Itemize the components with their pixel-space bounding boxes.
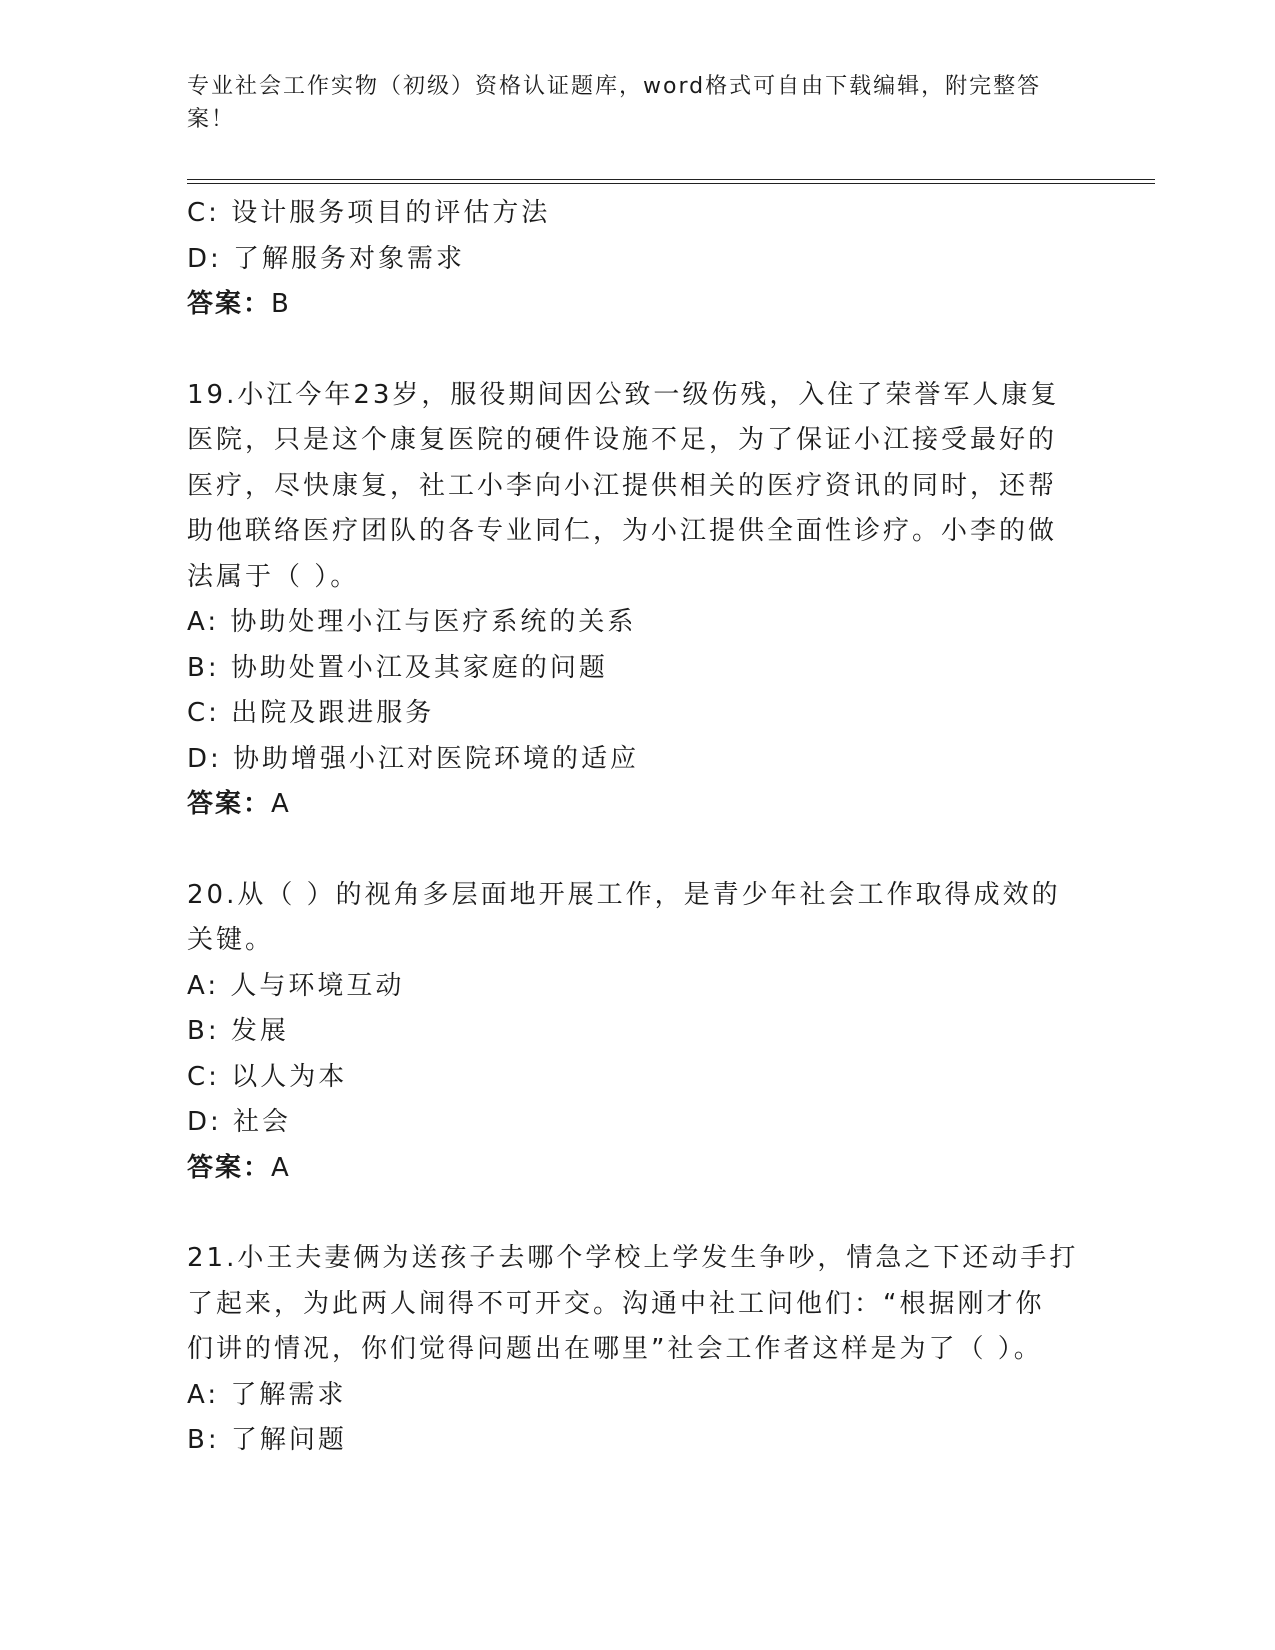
option-a — [187, 964, 1087, 1010]
answer-value: A — [271, 789, 291, 819]
option-d — [187, 1100, 1087, 1146]
document-header — [187, 70, 1067, 136]
option-b — [187, 1418, 1087, 1464]
option-c — [187, 1055, 1087, 1101]
question-text-line: 19.小江今年23岁，服役期间因公致一级伤残，入住了荣誉军人康复 — [187, 379, 1060, 410]
answer-line — [187, 782, 1087, 828]
spacer — [187, 1191, 1087, 1236]
option-letter: B: — [187, 1425, 220, 1455]
question-text-line: 法属于（ ）。 — [187, 561, 360, 592]
option-a — [187, 1373, 1087, 1419]
option-letter: D: — [187, 1107, 222, 1137]
option-letter: B: — [187, 1016, 220, 1046]
question-text-line: 们讲的情况，你们觉得问题出在哪里”社会工作者这样是为了（ ）。 — [187, 1334, 1043, 1364]
spacer — [187, 328, 1087, 373]
option-text: 发展 — [230, 1016, 289, 1046]
option-letter: A: — [187, 607, 220, 637]
option-b — [187, 646, 1087, 692]
option-text: 了解服务对象需求 — [233, 243, 466, 274]
question-text-line: 21.小王夫妻俩为送孩子去哪个学校上学发生争吵，情急之下还动手打 — [187, 1243, 1079, 1273]
option-c — [187, 691, 1087, 737]
answer-label: 答案： — [187, 1152, 272, 1183]
question-21 — [187, 1236, 1087, 1464]
answer-label: 答案： — [187, 789, 272, 819]
spacer — [187, 828, 1087, 873]
answer-value: A — [271, 1152, 291, 1183]
option-c — [187, 191, 1087, 237]
question-text-line: 医疗，尽快康复，社工小李向小江提供相关的医疗资讯的同时，还帮 — [187, 470, 1058, 501]
option-text: 人与环境互动 — [230, 970, 405, 1001]
question-text-line: 助他联络医疗团队的各专业同仁，为小江提供全面性诊疗。小李的做 — [187, 516, 1058, 546]
header-divider-bottom — [187, 183, 1155, 184]
question-20 — [187, 873, 1087, 1192]
option-text: 以人为本 — [231, 1061, 348, 1092]
option-letter: C: — [187, 1061, 220, 1092]
header-divider-top — [187, 179, 1155, 180]
option-d — [187, 737, 1087, 783]
option-text: 社会 — [233, 1107, 292, 1137]
answer-line — [187, 282, 1087, 328]
header-title: 专业社会工作实物（初级）资格认证题库，word格式可自由下载编辑，附完整答案！ — [187, 74, 1042, 132]
question-text-line: 20.从（ ）的视角多层面地开展工作，是青少年社会工作取得成效的 — [187, 879, 1061, 910]
option-text: 协助处置小江及其家庭的问题 — [230, 652, 608, 683]
question-content — [187, 191, 1087, 1464]
option-letter: D: — [187, 243, 222, 274]
option-letter: D: — [187, 743, 222, 774]
option-text: 出院及跟进服务 — [231, 698, 435, 728]
question-text-line: 医院，只是这个康复医院的硬件设施不足，为了保证小江接受最好的 — [187, 425, 1058, 455]
question-19 — [187, 373, 1087, 828]
answer-label: 答案： — [187, 289, 272, 319]
option-letter: A: — [187, 1379, 220, 1410]
option-text: 了解需求 — [230, 1379, 347, 1410]
previous-question — [187, 191, 1087, 328]
answer-line — [187, 1146, 1087, 1192]
option-letter: C: — [187, 698, 220, 728]
option-text: 设计服务项目的评估方法 — [231, 198, 551, 228]
option-b — [187, 1009, 1087, 1055]
question-text-line: 关键。 — [187, 925, 275, 955]
answer-value: B — [271, 289, 291, 319]
option-letter: A: — [187, 970, 220, 1001]
question-text-line: 了起来，为此两人闹得不可开交。沟通中社工问他们：“根据刚才你 — [187, 1288, 1045, 1319]
option-text: 协助处理小江与医疗系统的关系 — [230, 607, 637, 637]
option-letter: C: — [187, 198, 220, 228]
option-letter: B: — [187, 652, 220, 683]
option-d — [187, 237, 1087, 283]
option-text: 了解问题 — [230, 1425, 347, 1455]
option-text: 协助增强小江对医院环境的适应 — [233, 743, 640, 774]
option-a — [187, 600, 1087, 646]
